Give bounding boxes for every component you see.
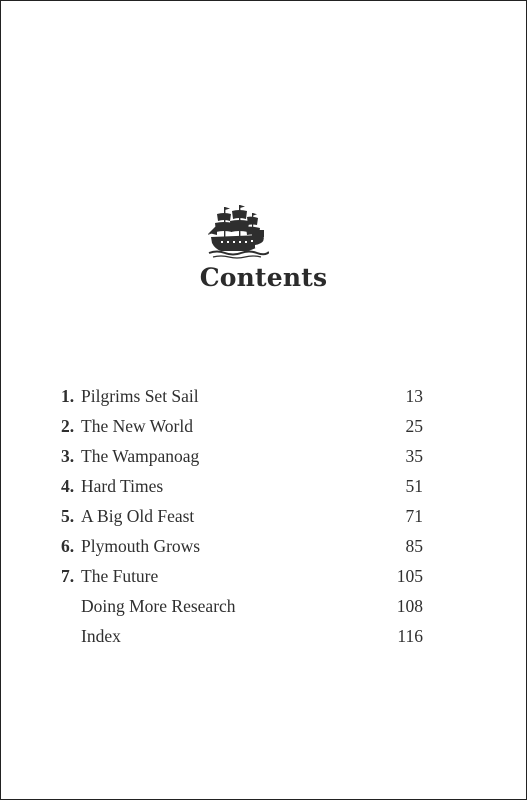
toc-entry-number: 5. (61, 505, 75, 526)
toc-entry-1[interactable] (61, 381, 423, 411)
toc-entry-page: 85 (405, 535, 423, 556)
toc-entry-number: 6. (61, 535, 75, 556)
toc-entry-6[interactable] (61, 531, 423, 561)
toc-entry-page: 108 (396, 595, 423, 616)
toc-entry-7[interactable] (61, 561, 423, 591)
toc-entry-4[interactable] (61, 471, 423, 501)
toc-entry-3[interactable] (61, 441, 423, 471)
toc-entry-number: 3. (61, 445, 75, 466)
toc-entry-title: The Wampanoag (81, 445, 200, 466)
toc-entry-index[interactable] (61, 621, 423, 651)
toc-entry-number: 2. (61, 415, 75, 436)
toc-entry-title: Doing More Research (81, 595, 236, 616)
table-of-contents (61, 381, 423, 651)
toc-entry-title: The Future (81, 565, 159, 586)
toc-entry-page: 13 (405, 385, 423, 406)
toc-entry-title: Index (81, 625, 121, 646)
toc-entry-title: Pilgrims Set Sail (81, 385, 199, 406)
toc-entry-title: Plymouth Grows (81, 535, 201, 556)
toc-entry-research[interactable] (61, 591, 423, 621)
toc-entry-page: 105 (396, 565, 423, 586)
toc-entry-page: 25 (405, 415, 423, 436)
page-title: Contents (199, 263, 328, 292)
toc-entry-number: 7. (61, 565, 75, 586)
toc-entry-title: Hard Times (81, 475, 164, 496)
toc-entry-2[interactable] (61, 411, 423, 441)
toc-entry-title: The New World (81, 415, 193, 436)
toc-entry-page: 116 (397, 625, 423, 646)
toc-entry-number: 1. (61, 385, 75, 406)
toc-entry-5[interactable] (61, 501, 423, 531)
toc-entry-number: 4. (61, 475, 75, 496)
ship-icon (207, 203, 269, 263)
toc-entry-page: 35 (405, 445, 423, 466)
toc-entry-page: 51 (405, 475, 423, 496)
toc-entry-page: 71 (405, 505, 423, 526)
toc-entry-title: A Big Old Feast (81, 505, 195, 526)
